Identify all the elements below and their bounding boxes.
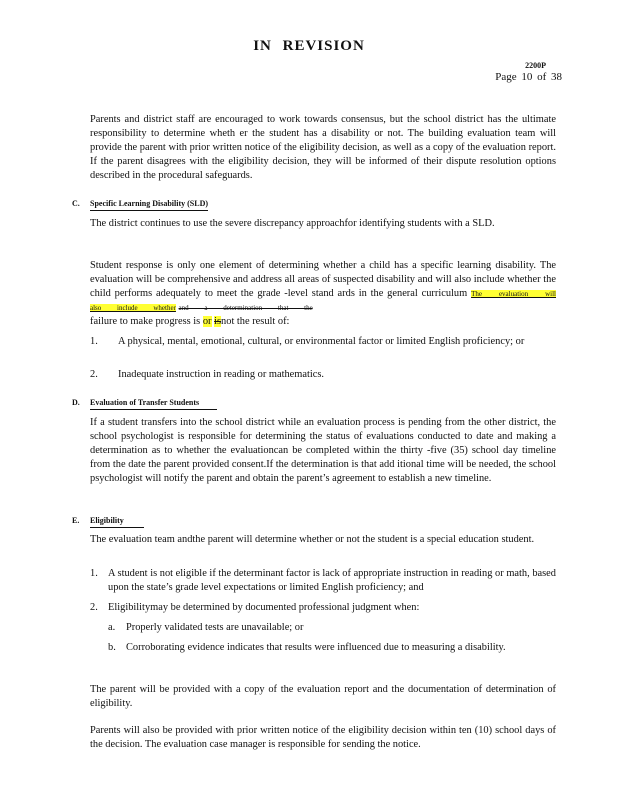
item-text: A student is not eligible if the determinant factor is lack of appropriate instruction in reading or math, based upon the state’s grade level expectations or limited English proficiency; and — [108, 568, 556, 593]
section-e-subitem-b — [108, 641, 556, 669]
subitem-letter: a. — [108, 622, 116, 633]
item-number: 2. — [90, 369, 98, 380]
not-result-text: not the result of: — [221, 316, 290, 327]
deleted-is: is — [214, 316, 222, 327]
page-number: Page 10 of 38 — [495, 71, 562, 83]
section-e-item-1 — [90, 567, 556, 595]
subitem-letter: b. — [108, 642, 116, 653]
section-c-item-1 — [90, 335, 556, 363]
section-c-letter: C. — [72, 199, 80, 208]
subitem-text: Properly validated tests are unavailable; or — [126, 622, 304, 633]
section-c-paragraph-2 — [90, 259, 556, 315]
section-e-heading — [72, 516, 144, 528]
inserted-or: or — [202, 316, 212, 327]
page-title: IN REVISION — [253, 38, 365, 54]
item-text: Inadequate instruction in reading or mathematics. — [118, 369, 325, 380]
failure-text: failure to make progress is — [90, 316, 201, 327]
intro-paragraph: Parents and district staff are encouraged to work towards consensus, but the school district has the ultimate responsibility to determine wheth er the student has a disability or not. The building evaluation team will provide the parent with prior written notice of the eligibility decision, as well as a copy of the evaluation report. If the parent disagrees with the eligibility decision, they will be informed of their dispute resolution options described in the procedural safeguards. — [90, 114, 556, 181]
item-number: 1. — [90, 336, 98, 347]
section-e-paragraph-2: The parent will be provided with a copy of the evaluation report and the documentation of determination of eligibility. — [90, 684, 556, 709]
item-text: A physical, mental, emotional, cultural, or environmental factor or limited English proficiency; or — [118, 336, 525, 347]
section-e-subitem-a — [108, 621, 556, 635]
policy-code: 2200P — [525, 61, 546, 70]
item-number: 1. — [90, 568, 98, 579]
section-e-paragraph-3: Parents will also be provided with prior written notice of the eligibility decision within ten (10) school days of the decision. The evaluation case manager is responsible for sending the notice. — [90, 725, 556, 750]
section-e-title: Eligibility — [90, 516, 144, 528]
section-e-item-2 — [90, 601, 556, 615]
section-c-paragraph-2-end — [90, 315, 556, 329]
subitem-text: Corroborating evidence indicates that results were influenced due to measuring a disability. — [126, 642, 506, 653]
inserted-revision-text: The evaluation will also include whether — [90, 290, 556, 312]
item-number: 2. — [90, 602, 98, 613]
item-text: Eligibilitymay be determined by documented professional judgment when: — [108, 602, 420, 613]
section-c-heading — [72, 199, 208, 211]
section-c-title: Specific Learning Disability (SLD) — [90, 199, 208, 211]
section-c-item-2 — [90, 368, 556, 382]
section-c-paragraph-1: The district continues to use the severe discrepancy approachfor identifying students with a SLD. — [90, 218, 495, 229]
section-e-paragraph-1: The evaluation team andthe parent will determine whether or not the student is a special education student. — [90, 534, 535, 545]
section-e-letter: E. — [72, 516, 80, 525]
section-c-paragraph-2-main: Student response is only one element of determining whether a child has a specific learning disability. The evaluation will be comprehensive and address all areas of suspected disability and will also include whether the child performs adequately to meet the grade -level stand ards in the general curriculum — [90, 260, 556, 299]
section-d-title: Evaluation of Transfer Students — [90, 398, 217, 410]
deleted-revision-text: and a determination that the — [178, 304, 313, 312]
section-d-heading — [72, 398, 217, 410]
section-d-letter: D. — [72, 398, 80, 407]
section-d-paragraph: If a student transfers into the school district while an evaluation process is pending from the other district, the school psychologist is responsible for determining the status of evaluations conducted to date and making a determination as to whether the evaluationcan be completed within the thirty -five (35) school day timeline from the date the parent provided consent.If the determination is that add itional time will be needed, the school psychologist will notify the parent and obtain the parent’s agreement to establish a new timeline. — [90, 417, 556, 484]
